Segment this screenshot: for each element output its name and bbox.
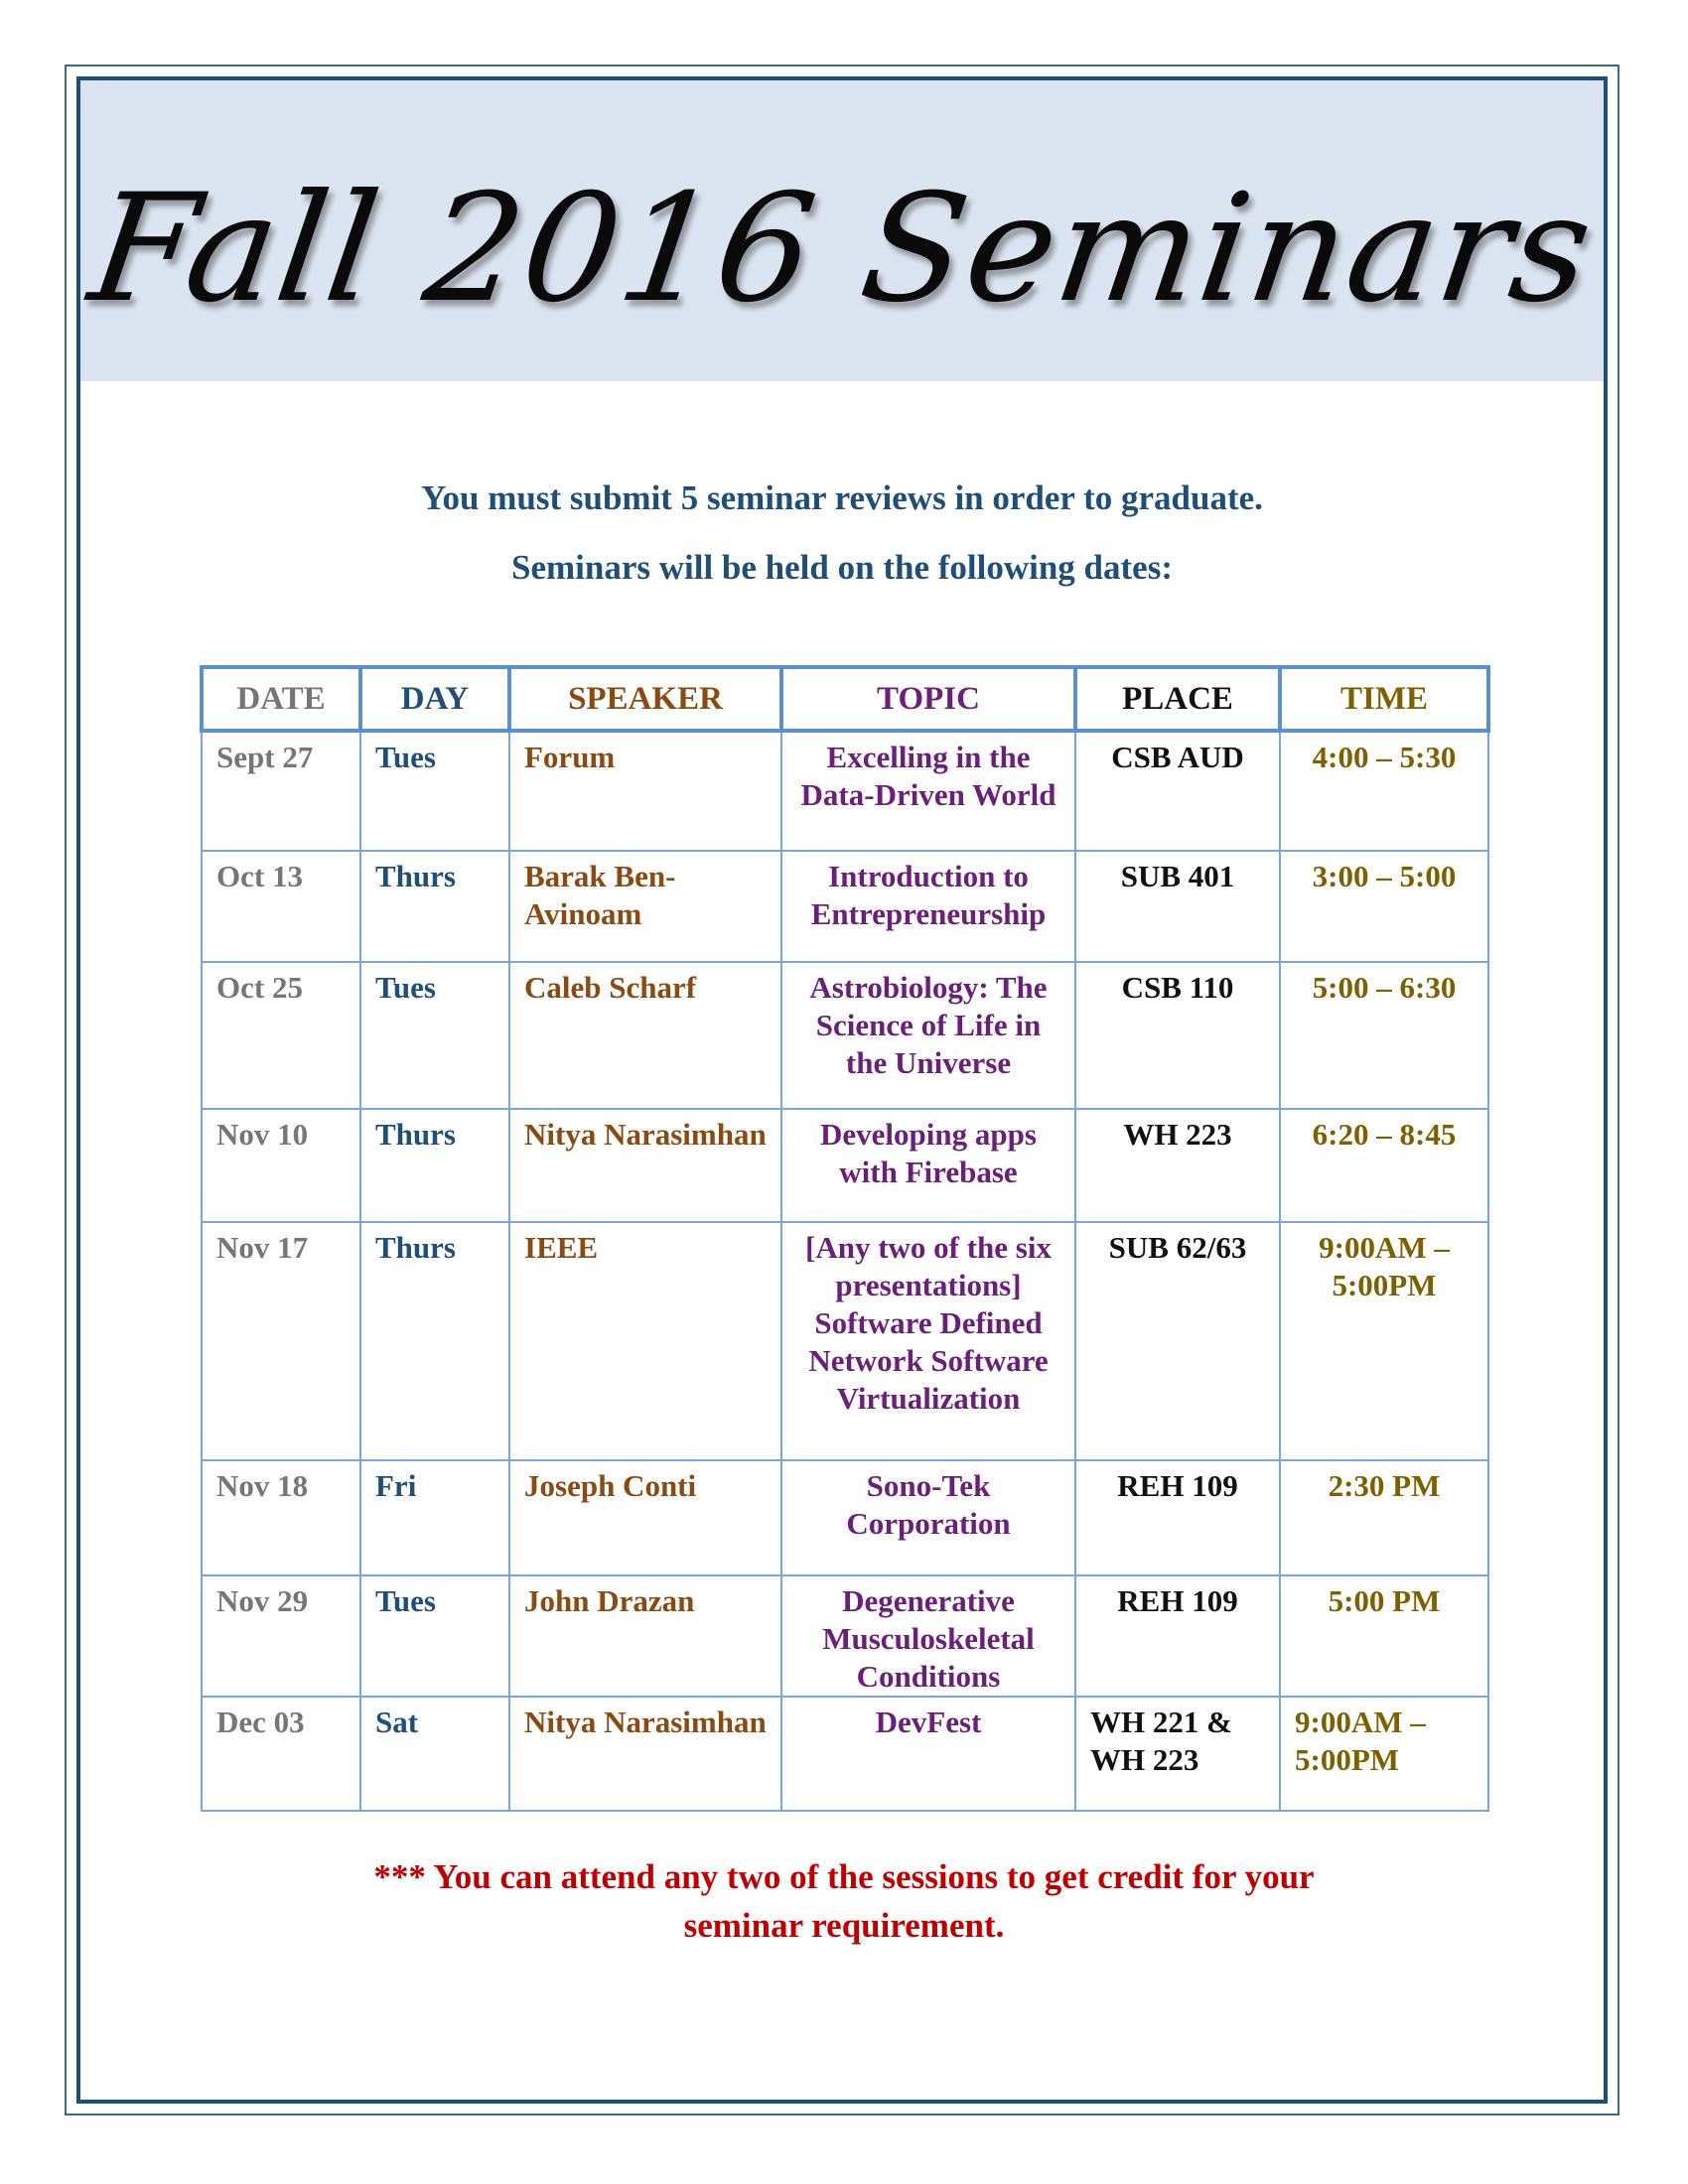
header-place: PLACE: [1075, 667, 1280, 731]
cell-day: Tues: [360, 731, 509, 851]
cell-day: Sat: [360, 1697, 509, 1811]
cell-date: Nov 29: [202, 1575, 360, 1697]
cell-place: CSB 110: [1075, 962, 1280, 1109]
cell-speaker: Caleb Scharf: [509, 962, 781, 1109]
table-row: [202, 1222, 1488, 1460]
cell-time: 5:00 – 6:30: [1280, 962, 1488, 1109]
page-title: Fall 2016 Seminars: [80, 163, 1604, 336]
table-header-row: [202, 667, 1488, 731]
cell-speaker: Joseph Conti: [509, 1460, 781, 1575]
seminar-schedule-table: [200, 665, 1490, 1812]
cell-day: Thurs: [360, 1222, 509, 1460]
cell-topic: DevFest: [781, 1697, 1075, 1811]
table-row: [202, 1575, 1488, 1697]
cell-topic: Developing apps with Firebase: [781, 1109, 1075, 1222]
cell-time: 5:00 PM: [1280, 1575, 1488, 1697]
cell-date: Dec 03: [202, 1697, 360, 1811]
cell-date: Oct 25: [202, 962, 360, 1109]
cell-date: Nov 18: [202, 1460, 360, 1575]
credit-note-line-2: seminar requirement.: [683, 1906, 1005, 1945]
header-date: DATE: [202, 667, 360, 731]
cell-time: 4:00 – 5:30: [1280, 731, 1488, 851]
cell-speaker: Forum: [509, 731, 781, 851]
cell-day: Tues: [360, 962, 509, 1109]
table-row: [202, 1697, 1488, 1811]
cell-day: Thurs: [360, 851, 509, 962]
cell-place: SUB 401: [1075, 851, 1280, 962]
cell-day: Fri: [360, 1460, 509, 1575]
credit-note-line-1: *** You can attend any two of the sessions to get credit for your: [373, 1857, 1315, 1896]
cell-topic: Astrobiology: The Science of Life in the Universe: [781, 962, 1075, 1109]
cell-topic: [Any two of the six presentations] Software Defined Network Software Virtualization: [781, 1222, 1075, 1460]
cell-place: WH 223: [1075, 1109, 1280, 1222]
cell-time: 9:00AM – 5:00PM: [1280, 1697, 1488, 1811]
header-topic: TOPIC: [781, 667, 1075, 731]
table-row: [202, 851, 1488, 962]
cell-topic: Introduction to Entrepreneurship: [781, 851, 1075, 962]
cell-time: 2:30 PM: [1280, 1460, 1488, 1575]
cell-place: REH 109: [1075, 1575, 1280, 1697]
cell-place: CSB AUD: [1075, 731, 1280, 851]
cell-topic: Degenerative Musculoskeletal Conditions: [781, 1575, 1075, 1697]
cell-date: Sept 27: [202, 731, 360, 851]
header-day: DAY: [360, 667, 509, 731]
cell-topic: Sono-Tek Corporation: [781, 1460, 1075, 1575]
cell-speaker: Nitya Narasimhan: [509, 1697, 781, 1811]
schedule-intro-text: Seminars will be held on the following dates:: [510, 548, 1173, 587]
cell-day: Tues: [360, 1575, 509, 1697]
header-time: TIME: [1280, 667, 1488, 731]
cell-day: Thurs: [360, 1109, 509, 1222]
title-banner: [80, 80, 1604, 381]
cell-place: REH 109: [1075, 1460, 1280, 1575]
graduation-requirement-text: You must submit 5 seminar reviews in order to graduate.: [421, 478, 1263, 517]
cell-topic: Excelling in the Data-Driven World: [781, 731, 1075, 851]
cell-speaker: John Drazan: [509, 1575, 781, 1697]
table-row: [202, 1460, 1488, 1575]
cell-time: 6:20 – 8:45: [1280, 1109, 1488, 1222]
cell-date: Nov 10: [202, 1109, 360, 1222]
cell-place: SUB 62/63: [1075, 1222, 1280, 1460]
cell-place: WH 221 & WH 223: [1075, 1697, 1280, 1811]
credit-note: [199, 1852, 1489, 1950]
cell-speaker: IEEE: [509, 1222, 781, 1460]
table-row: [202, 1109, 1488, 1222]
header-speaker: SPEAKER: [509, 667, 781, 731]
cell-speaker: Barak Ben-Avinoam: [509, 851, 781, 962]
table-row: [202, 962, 1488, 1109]
table-row: [202, 731, 1488, 851]
cell-time: 3:00 – 5:00: [1280, 851, 1488, 962]
cell-time: 9:00AM – 5:00PM: [1280, 1222, 1488, 1460]
cell-date: Nov 17: [202, 1222, 360, 1460]
cell-speaker: Nitya Narasimhan: [509, 1109, 781, 1222]
cell-date: Oct 13: [202, 851, 360, 962]
